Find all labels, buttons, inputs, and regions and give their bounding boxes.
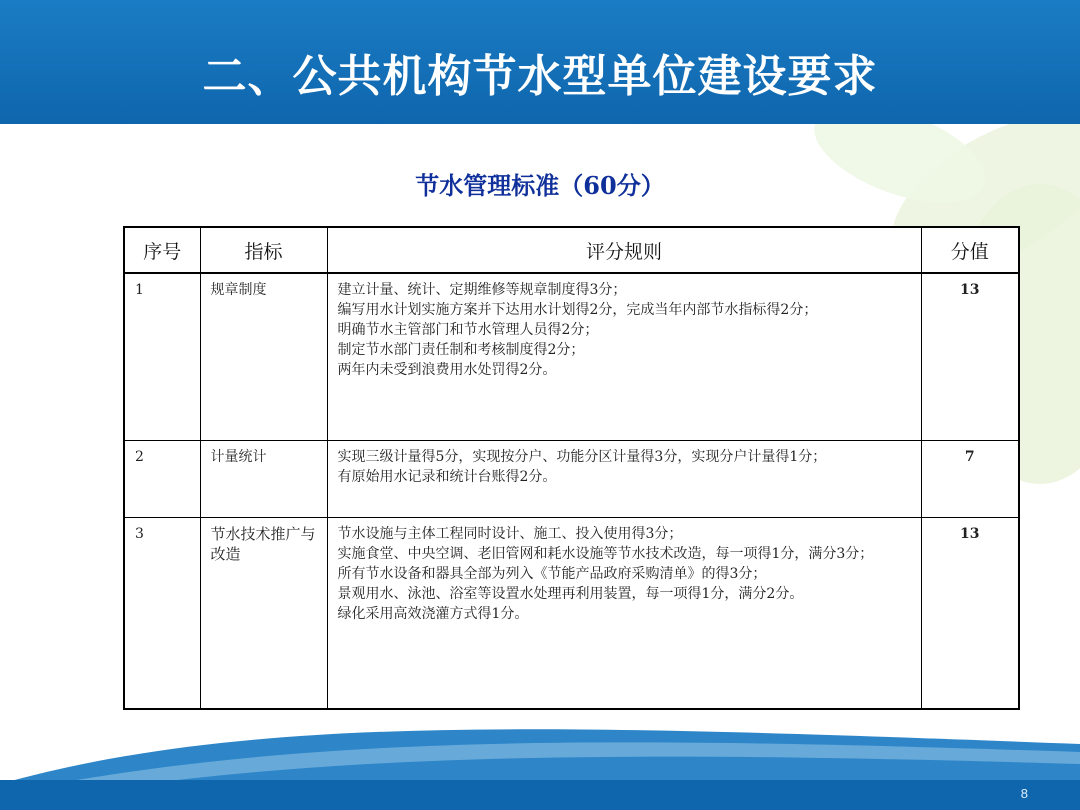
rule-line: 编写用水计划实施方案并下达用水计划得2分，完成当年内部节水指标得2分； bbox=[337, 302, 818, 318]
header-number: 序号 bbox=[124, 227, 200, 273]
row-score: 13 bbox=[921, 518, 1019, 710]
rule-line: 绿化采用高效浇灌方式得1分。 bbox=[337, 606, 529, 622]
row-score: 13 bbox=[921, 273, 1019, 441]
page-number: 8 bbox=[1020, 786, 1028, 801]
rule-line: 建立计量、统计、定期维修等规章制度得3分； bbox=[337, 282, 627, 298]
row-indicator: 节水技术推广与改造 bbox=[200, 518, 327, 710]
rule-line: 两年内未受到浪费用水处罚得2分。 bbox=[337, 362, 557, 378]
row-number: 3 bbox=[124, 518, 200, 710]
table-row bbox=[124, 518, 1019, 710]
header-indicator: 指标 bbox=[200, 227, 327, 273]
table-header-row bbox=[124, 227, 1019, 273]
row-number: 1 bbox=[124, 273, 200, 441]
header-score: 分值 bbox=[921, 227, 1019, 273]
rule-line: 实现三级计量得5分，实现按分户、功能分区计量得3分，实现分户计量得1分； bbox=[337, 449, 827, 465]
header-rules: 评分规则 bbox=[327, 227, 921, 273]
rule-line: 明确节水主管部门和节水管理人员得2分； bbox=[337, 322, 599, 338]
rule-line: 制定节水部门责任制和考核制度得2分； bbox=[337, 342, 585, 358]
footer-bar bbox=[0, 780, 1080, 810]
slide-title: 二、公共机构节水型单位建设要求 bbox=[202, 51, 878, 102]
row-rules bbox=[327, 273, 921, 441]
rule-line: 有原始用水记录和统计台账得2分。 bbox=[337, 469, 557, 485]
row-indicator: 计量统计 bbox=[200, 441, 327, 518]
rule-line: 景观用水、泳池、浴室等设置水处理再利用装置，每一项得1分，满分2分。 bbox=[337, 586, 804, 602]
row-number: 2 bbox=[124, 441, 200, 518]
table-subtitle: 节水管理标准（60分） bbox=[415, 171, 665, 200]
row-rules bbox=[327, 518, 921, 710]
table-row bbox=[124, 441, 1019, 518]
rule-line: 实施食堂、中央空调、老旧管网和耗水设施等节水技术改造，每一项得1分，满分3分； bbox=[337, 546, 874, 562]
row-rules bbox=[327, 441, 921, 518]
rule-line: 所有节水设备和器具全部为列入《节能产品政府采购清单》的得3分； bbox=[337, 566, 767, 582]
table-row bbox=[124, 273, 1019, 441]
row-score: 7 bbox=[921, 441, 1019, 518]
row-indicator: 规章制度 bbox=[200, 273, 327, 441]
rule-line: 节水设施与主体工程同时设计、施工、投入使用得3分； bbox=[337, 526, 683, 542]
scoring-table bbox=[123, 226, 1020, 710]
